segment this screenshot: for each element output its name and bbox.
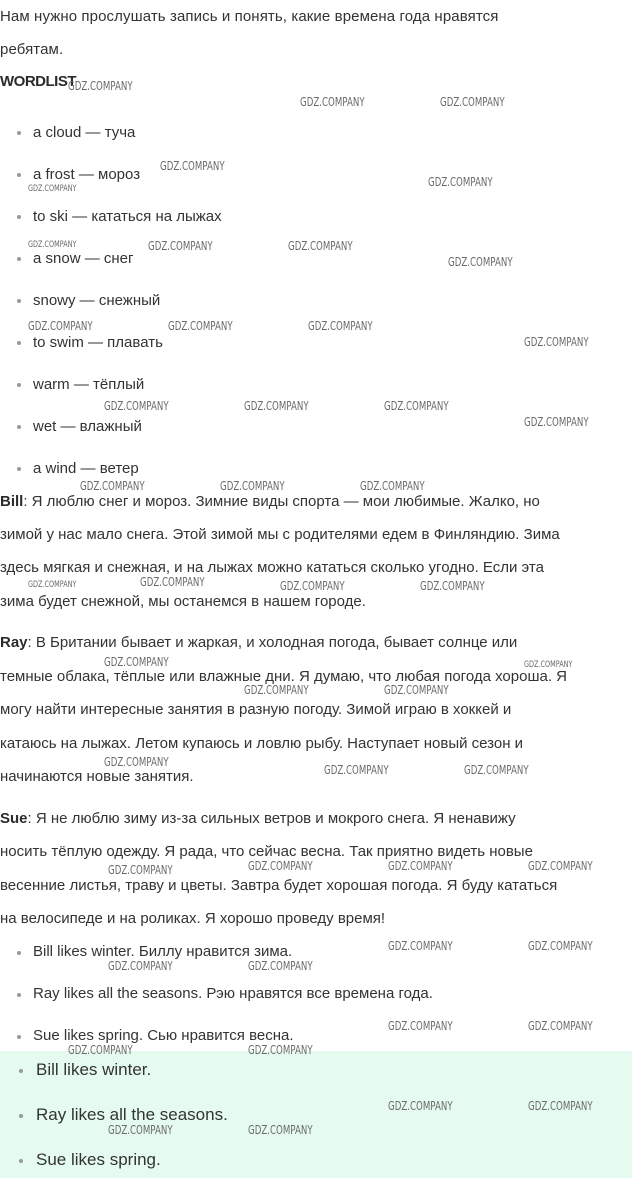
watermark-text: GDZ.COMPANY <box>324 763 389 777</box>
speaker-name: Sue <box>0 810 28 827</box>
speaker-name: Ray <box>0 634 28 651</box>
watermark-text: GDZ.COMPANY <box>384 399 449 413</box>
watermark-text: GDZ.COMPANY <box>420 579 485 593</box>
watermark-text: GDZ.COMPANY <box>104 755 169 769</box>
watermark-text: GDZ.COMPANY <box>280 579 345 593</box>
watermark-text: GDZ.COMPANY <box>248 1043 313 1057</box>
wordlist-item: wet — влажный <box>33 418 142 435</box>
wordlist-item: warm — тёплый <box>33 376 145 393</box>
watermark-text: GDZ.COMPANY <box>308 319 373 333</box>
watermark-text: GDZ.COMPANY <box>528 859 593 873</box>
wordlist-item: snowy — снежный <box>33 292 161 309</box>
watermark-text: GDZ.COMPANY <box>108 959 173 973</box>
watermark-text: GDZ.COMPANY <box>220 479 285 493</box>
watermark-text: GDZ.COMPANY <box>448 255 513 269</box>
watermark-text: GDZ.COMPANY <box>140 575 205 589</box>
wordlist-item: to swim — плавать <box>33 334 163 351</box>
watermark-text: GDZ.COMPANY <box>244 683 309 697</box>
watermark-text: GDZ.COMPANY <box>108 863 173 877</box>
watermark-text: GDZ.COMPANY <box>104 399 169 413</box>
wordlist-item: a snow — снег <box>33 250 134 267</box>
watermark-text: GDZ.COMPANY <box>108 1123 173 1137</box>
watermark-text: GDZ.COMPANY <box>388 859 453 873</box>
watermark-text: GDZ.COMPANY <box>28 319 93 333</box>
watermark-text: GDZ.COMPANY <box>388 939 453 953</box>
watermark-text: GDZ.COMPANY <box>528 1099 593 1113</box>
watermark-text: GDZ.COMPANY <box>464 763 529 777</box>
watermark-text: GDZ.COMPANY <box>28 580 77 590</box>
watermark-text: GDZ.COMPANY <box>440 95 505 109</box>
watermark-text: GDZ.COMPANY <box>248 959 313 973</box>
watermark-text: GDZ.COMPANY <box>248 859 313 873</box>
watermark-text: GDZ.COMPANY <box>384 683 449 697</box>
watermark-text: GDZ.COMPANY <box>104 655 169 669</box>
watermark-text: GDZ.COMPANY <box>288 239 353 253</box>
watermark-text: GDZ.COMPANY <box>168 319 233 333</box>
watermark-text: GDZ.COMPANY <box>244 399 309 413</box>
watermark-text: GDZ.COMPANY <box>148 239 213 253</box>
wordlist-item: a wind — ветер <box>33 460 139 477</box>
wordlist-item: to ski — кататься на лыжах <box>33 208 222 225</box>
watermark-text: GDZ.COMPANY <box>248 1123 313 1137</box>
watermark-text: GDZ.COMPANY <box>524 660 573 670</box>
intro-line-2: ребятам. <box>0 41 64 58</box>
watermark-text: GDZ.COMPANY <box>160 159 225 173</box>
watermark-text: GDZ.COMPANY <box>300 95 365 109</box>
watermark-text: GDZ.COMPANY <box>524 335 589 349</box>
watermark-text: GDZ.COMPANY <box>360 479 425 493</box>
wordlist-title: WORDLIST <box>0 73 76 90</box>
watermark-text: GDZ.COMPANY <box>68 79 133 93</box>
watermark-text: GDZ.COMPANY <box>524 415 589 429</box>
watermark-text: GDZ.COMPANY <box>388 1099 453 1113</box>
wordlist-item: a frost — мороз <box>33 166 141 183</box>
watermark-text: GDZ.COMPANY <box>28 240 77 250</box>
watermark-text: GDZ.COMPANY <box>28 184 77 194</box>
watermark-text: GDZ.COMPANY <box>528 939 593 953</box>
watermark-text: GDZ.COMPANY <box>80 479 145 493</box>
wordlist-item: a cloud — туча <box>33 124 136 141</box>
watermark-text: GDZ.COMPANY <box>428 175 493 189</box>
speaker-name: Bill <box>0 493 24 510</box>
intro-line-1: Нам нужно прослушать запись и понять, какие времена года нравятся <box>0 8 499 25</box>
watermark-text: GDZ.COMPANY <box>528 1019 593 1033</box>
watermark-text: GDZ.COMPANY <box>68 1043 133 1057</box>
watermark-text: GDZ.COMPANY <box>388 1019 453 1033</box>
